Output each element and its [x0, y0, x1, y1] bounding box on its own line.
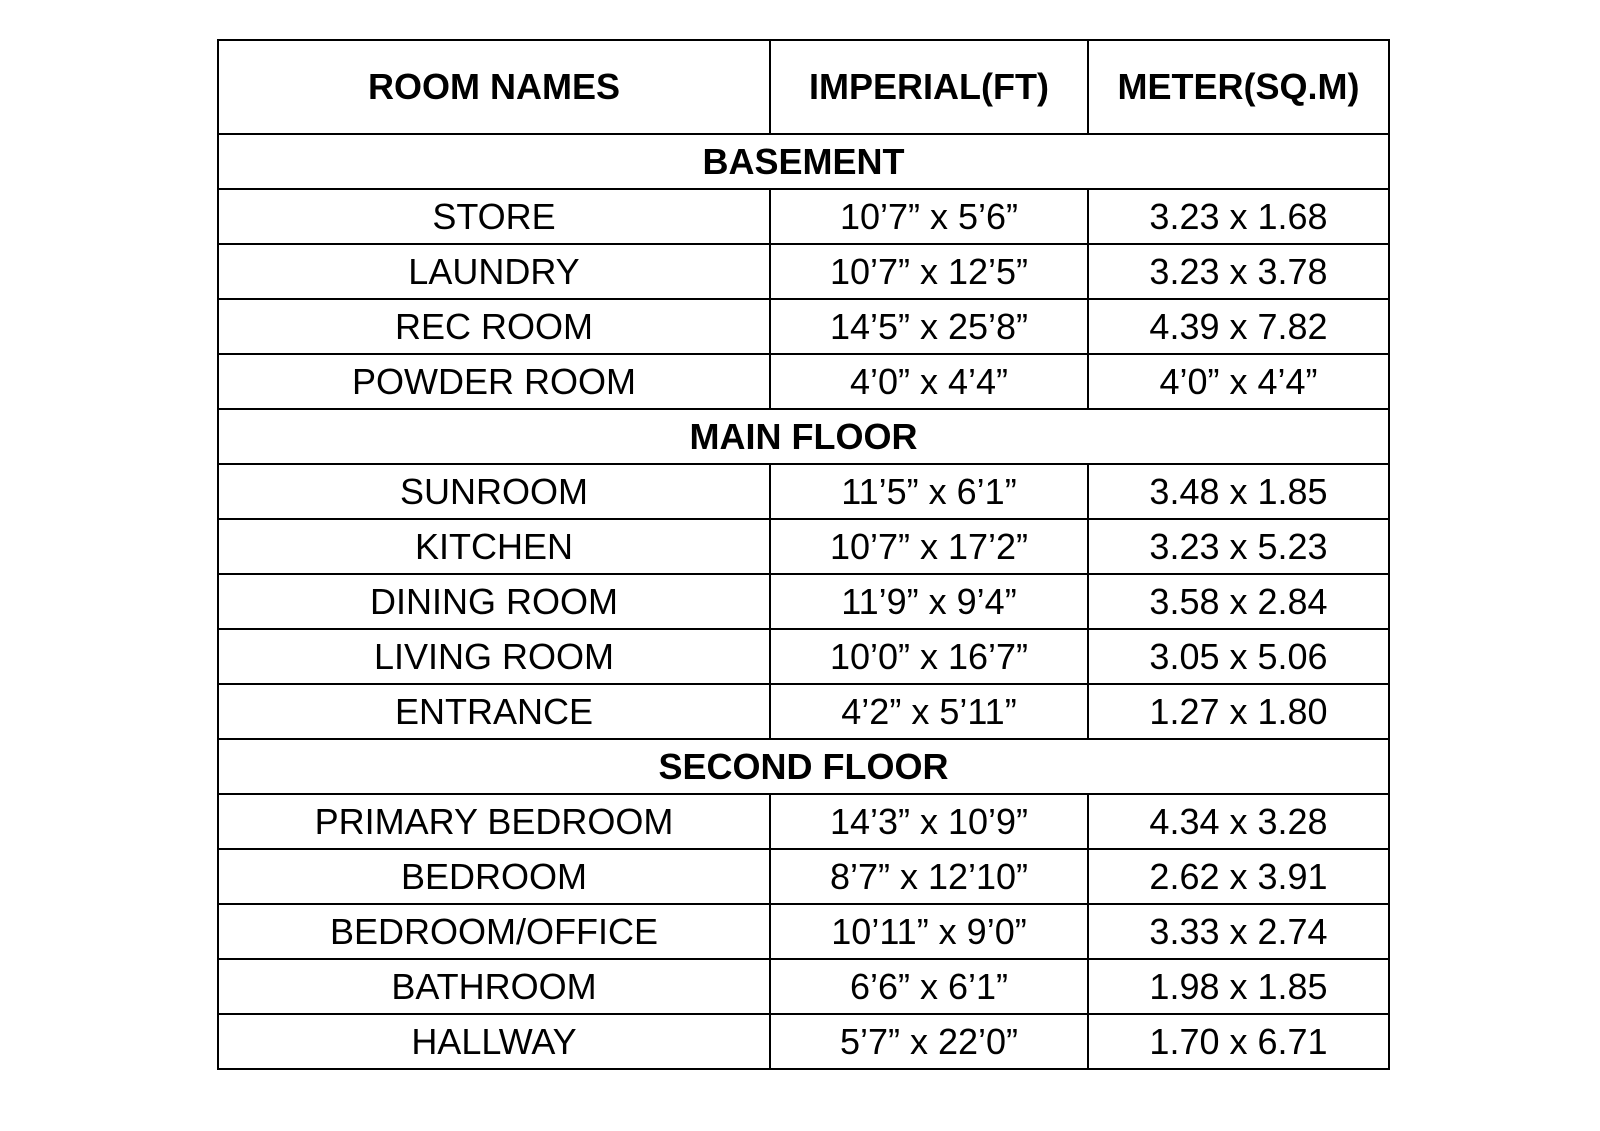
- room-name-cell: POWDER ROOM: [218, 354, 770, 409]
- table-row: [218, 794, 1389, 849]
- table-row: [218, 629, 1389, 684]
- section-title-second-floor: SECOND FLOOR: [218, 739, 1389, 794]
- meter-cell: 3.23 x 5.23: [1088, 519, 1389, 574]
- table-row: [218, 904, 1389, 959]
- header-row: [218, 40, 1389, 134]
- room-name-cell: DINING ROOM: [218, 574, 770, 629]
- meter-cell: 3.33 x 2.74: [1088, 904, 1389, 959]
- section-title-basement: BASEMENT: [218, 134, 1389, 189]
- meter-cell: 3.05 x 5.06: [1088, 629, 1389, 684]
- room-name-cell: REC ROOM: [218, 299, 770, 354]
- imperial-cell: 14’3” x 10’9”: [770, 794, 1088, 849]
- table-row: [218, 574, 1389, 629]
- room-dimensions-table: [217, 39, 1390, 1070]
- meter-cell: 3.58 x 2.84: [1088, 574, 1389, 629]
- room-name-cell: LAUNDRY: [218, 244, 770, 299]
- table-row: [218, 519, 1389, 574]
- meter-cell: 4.39 x 7.82: [1088, 299, 1389, 354]
- table-row: [218, 354, 1389, 409]
- room-name-cell: BEDROOM: [218, 849, 770, 904]
- section-row: [218, 739, 1389, 794]
- meter-cell: 4.34 x 3.28: [1088, 794, 1389, 849]
- imperial-cell: 14’5” x 25’8”: [770, 299, 1088, 354]
- section-row: [218, 134, 1389, 189]
- header-meter: METER(SQ.M): [1088, 40, 1389, 134]
- table-row: [218, 299, 1389, 354]
- section-row: [218, 409, 1389, 464]
- imperial-cell: 10’7” x 17’2”: [770, 519, 1088, 574]
- meter-cell: 1.70 x 6.71: [1088, 1014, 1389, 1069]
- table-row: [218, 959, 1389, 1014]
- room-name-cell: HALLWAY: [218, 1014, 770, 1069]
- imperial-cell: 8’7” x 12’10”: [770, 849, 1088, 904]
- room-name-cell: LIVING ROOM: [218, 629, 770, 684]
- meter-cell: 1.27 x 1.80: [1088, 684, 1389, 739]
- section-title-main-floor: MAIN FLOOR: [218, 409, 1389, 464]
- imperial-cell: 10’7” x 5’6”: [770, 189, 1088, 244]
- meter-cell: 1.98 x 1.85: [1088, 959, 1389, 1014]
- meter-cell: 2.62 x 3.91: [1088, 849, 1389, 904]
- header-imperial: IMPERIAL(FT): [770, 40, 1088, 134]
- imperial-cell: 6’6” x 6’1”: [770, 959, 1088, 1014]
- room-name-cell: KITCHEN: [218, 519, 770, 574]
- table-row: [218, 684, 1389, 739]
- room-name-cell: BATHROOM: [218, 959, 770, 1014]
- table-row: [218, 849, 1389, 904]
- table-body: [218, 134, 1389, 1069]
- room-name-cell: ENTRANCE: [218, 684, 770, 739]
- room-name-cell: BEDROOM/OFFICE: [218, 904, 770, 959]
- imperial-cell: 10’11” x 9’0”: [770, 904, 1088, 959]
- imperial-cell: 4’0” x 4’4”: [770, 354, 1088, 409]
- imperial-cell: 5’7” x 22’0”: [770, 1014, 1088, 1069]
- room-name-cell: STORE: [218, 189, 770, 244]
- room-name-cell: PRIMARY BEDROOM: [218, 794, 770, 849]
- table-row: [218, 189, 1389, 244]
- imperial-cell: 11’9” x 9’4”: [770, 574, 1088, 629]
- table-row: [218, 464, 1389, 519]
- meter-cell: 4’0” x 4’4”: [1088, 354, 1389, 409]
- imperial-cell: 4’2” x 5’11”: [770, 684, 1088, 739]
- imperial-cell: 10’0” x 16’7”: [770, 629, 1088, 684]
- table-row: [218, 244, 1389, 299]
- imperial-cell: 10’7” x 12’5”: [770, 244, 1088, 299]
- imperial-cell: 11’5” x 6’1”: [770, 464, 1088, 519]
- meter-cell: 3.23 x 3.78: [1088, 244, 1389, 299]
- room-name-cell: SUNROOM: [218, 464, 770, 519]
- meter-cell: 3.23 x 1.68: [1088, 189, 1389, 244]
- header-room-names: ROOM NAMES: [218, 40, 770, 134]
- table-row: [218, 1014, 1389, 1069]
- meter-cell: 3.48 x 1.85: [1088, 464, 1389, 519]
